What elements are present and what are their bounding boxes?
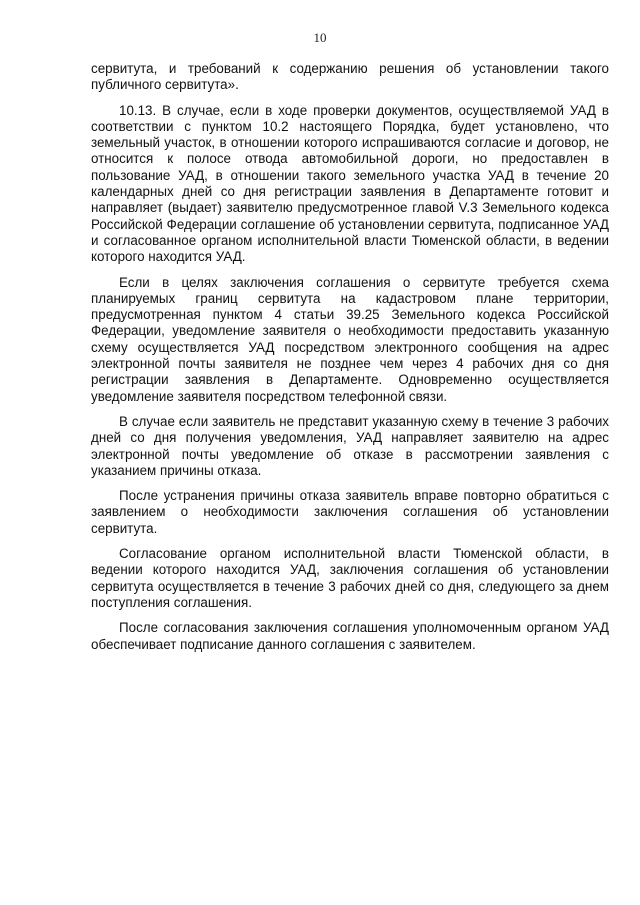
paragraph-10-13: 10.13. В случае, если в ходе проверки документов, осуществляемой УАД в соответствии с пунктом 10.2 настоящего Порядка, будет установлено, что земельный участок, в отношении которого испрашиваются согласие и договор, не относится к полосе отвода автомобильной дороги, но предоставлен в пользование УАД, в отношении такого земельного участка УАД в течение 20 календарных дней со дня регистрации заявления в Департаменте готовит и направляет (выдает) заявителю предусмотренное главой V.3 Земельного кодекса Российской Федерации соглашение об установлении сервитута, подписанное УАД и согласованное органом исполнительной власти Тюменской области, в ведении которого находится УАД.	[91, 102, 609, 265]
paragraph-approval-term: Согласование органом исполнительной власти Тюменской области, в ведении которого находится УАД, заключения соглашения об установлении сервитута осуществляется в течение 3 рабочих дней со дня, следующего за днем поступления соглашения.	[91, 546, 609, 610]
paragraph-repeat-application: После устранения причины отказа заявитель вправе повторно обратиться с заявлением о необходимости заключения соглашения об установлении сервитута.	[91, 488, 609, 536]
paragraph-refusal-notice: В случае если заявитель не представит указанную схему в течение 3 рабочих дней со дня получения уведомления, УАД направляет заявителю на адрес электронной почты уведомление об отказе в рассмотрении заявления с указанием причины отказа.	[91, 413, 609, 478]
page-number: 10	[313, 30, 327, 45]
paragraph-signing: После согласования заключения соглашения уполномоченным органом УАД обеспечивает подписание данного соглашения с заявителем.	[91, 620, 609, 652]
document-body	[91, 61, 609, 662]
paragraph-continuation: сервитута, и требований к содержанию решения об установлении такого публичного сервитута».	[91, 61, 609, 93]
paragraph-scheme-requirement: Если в целях заключения соглашения о сервитуте требуется схема планируемых границ сервитута на кадастровом плане территории, предусмотренная пунктом 4 статьи 39.25 Земельного кодекса Российской Федерации, уведомление заявителя о необходимости предоставить указанную схему осуществляется УАД посредством электронного сообщения на адрес электронной почты заявителя не позднее чем через 4 рабочих дня со дня регистрации заявления в Департаменте. Одновременно осуществляется уведомление заявителя посредством телефонной связи.	[91, 274, 609, 404]
